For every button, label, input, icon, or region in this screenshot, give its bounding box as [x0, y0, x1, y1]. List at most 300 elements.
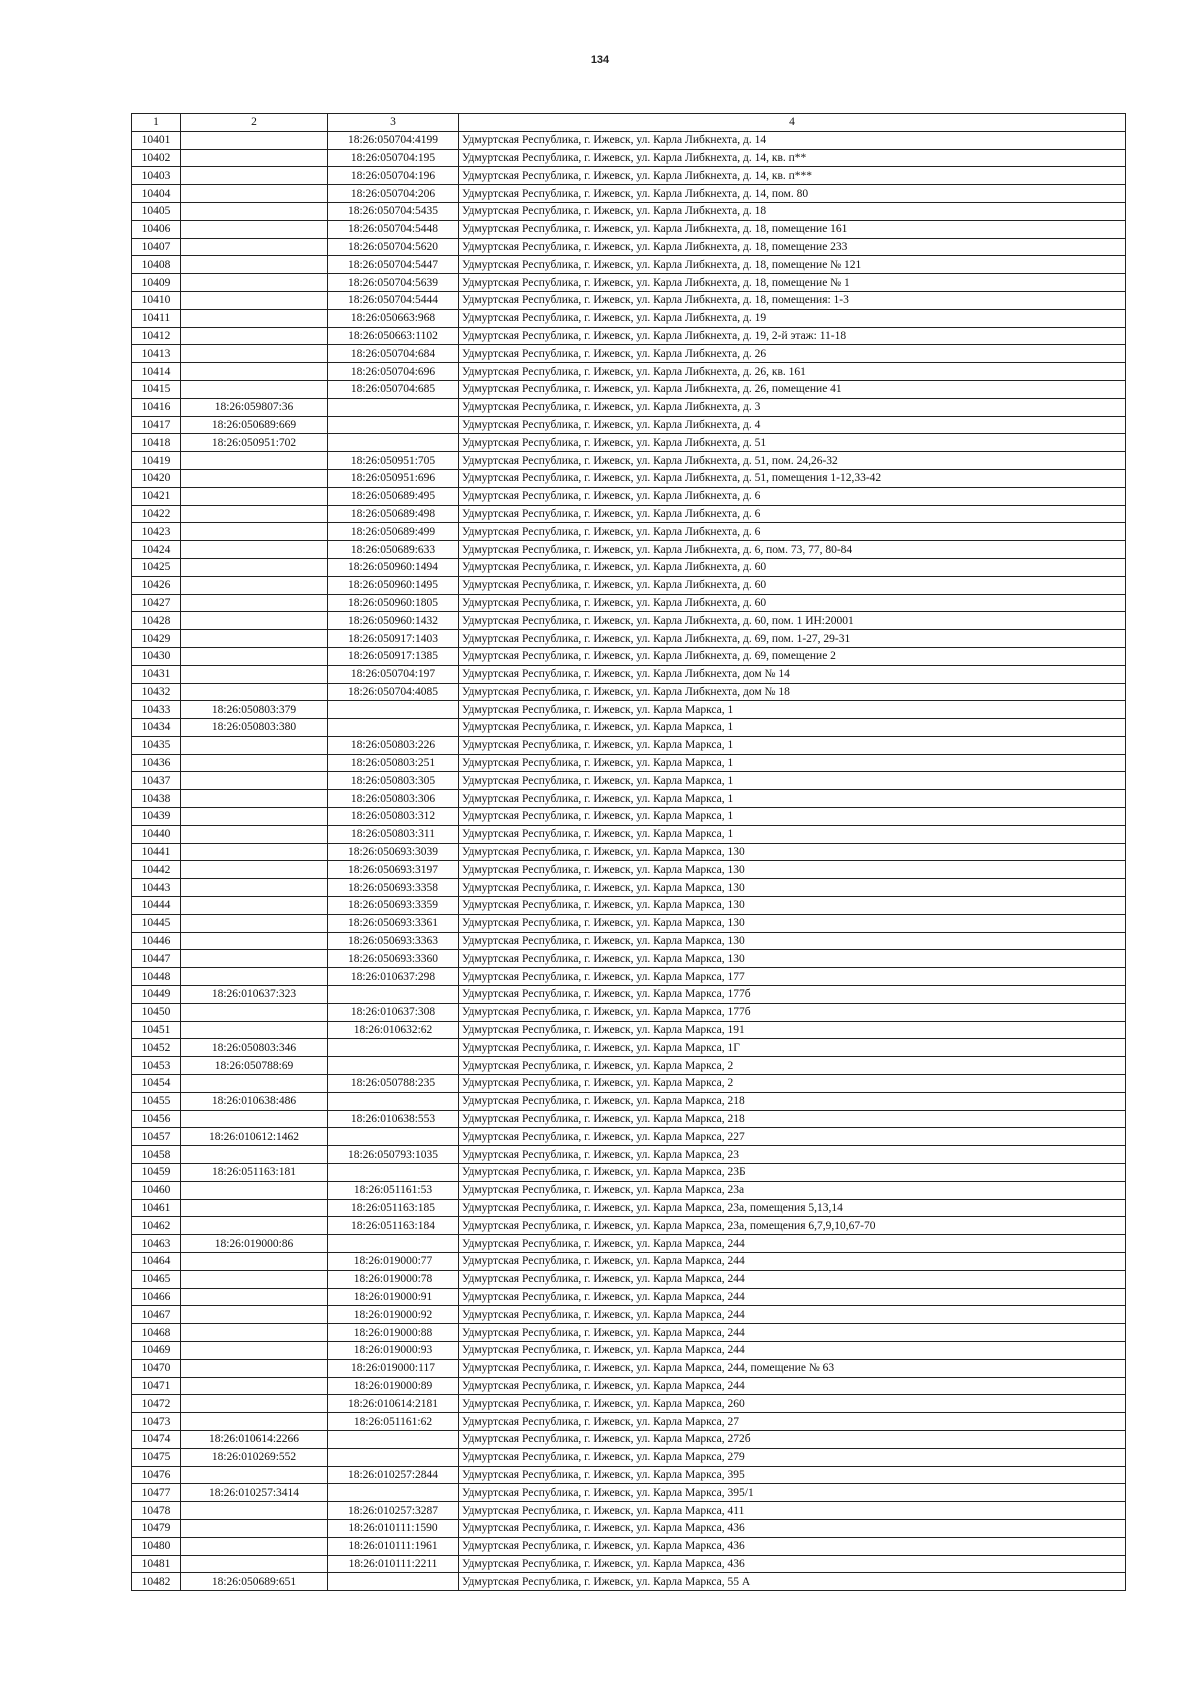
- row-number-cell: 10449: [132, 986, 181, 1004]
- land-cadastral-number-cell: [181, 914, 328, 932]
- table-row: [132, 1021, 1126, 1039]
- row-number-cell: 10468: [132, 1324, 181, 1342]
- table-row: [132, 363, 1126, 381]
- land-cadastral-number-cell: [181, 131, 328, 149]
- property-cadastral-number-cell: 18:26:050704:195: [328, 149, 459, 167]
- land-cadastral-number-cell: 18:26:010269:552: [181, 1448, 328, 1466]
- land-cadastral-number-cell: [181, 897, 328, 915]
- address-cell: Удмуртская Республика, г. Ижевск, ул. Карла Либкнехта, д. 60: [459, 576, 1126, 594]
- property-cadastral-number-cell: 18:26:050693:3363: [328, 932, 459, 950]
- property-cadastral-number-cell: 18:26:050704:684: [328, 345, 459, 363]
- table-row: [132, 505, 1126, 523]
- property-cadastral-number-cell: 18:26:050704:5639: [328, 274, 459, 292]
- land-cadastral-number-cell: 18:26:010612:1462: [181, 1128, 328, 1146]
- property-cadastral-number-cell: 18:26:050803:306: [328, 790, 459, 808]
- property-cadastral-number-cell: 18:26:019000:77: [328, 1253, 459, 1271]
- property-cadastral-number-cell: 18:26:050693:3361: [328, 914, 459, 932]
- table-row: [132, 612, 1126, 630]
- table-row: [132, 914, 1126, 932]
- row-number-cell: 10457: [132, 1128, 181, 1146]
- table-row: [132, 1359, 1126, 1377]
- property-cadastral-number-cell: 18:26:010111:1590: [328, 1519, 459, 1537]
- property-cadastral-number-cell: 18:26:050689:499: [328, 523, 459, 541]
- property-cadastral-number-cell: 18:26:050951:696: [328, 469, 459, 487]
- row-number-cell: 10409: [132, 274, 181, 292]
- row-number-cell: 10403: [132, 167, 181, 185]
- table-row: [132, 576, 1126, 594]
- table-header: [132, 114, 1126, 132]
- address-cell: Удмуртская Республика, г. Ижевск, ул. Карла Маркса, 272б: [459, 1430, 1126, 1448]
- property-cadastral-number-cell: 18:26:050704:5620: [328, 238, 459, 256]
- table-row: [132, 683, 1126, 701]
- address-cell: Удмуртская Республика, г. Ижевск, ул. Карла Маркса, 130: [459, 932, 1126, 950]
- address-cell: Удмуртская Республика, г. Ижевск, ул. Карла Либкнехта, д. 19, 2-й этаж: 11-18: [459, 327, 1126, 345]
- land-cadastral-number-cell: [181, 1288, 328, 1306]
- address-cell: Удмуртская Республика, г. Ижевск, ул. Карла Либкнехта, д. 19: [459, 309, 1126, 327]
- table-row: [132, 220, 1126, 238]
- table-row: [132, 630, 1126, 648]
- address-cell: Удмуртская Республика, г. Ижевск, ул. Карла Маркса, 244: [459, 1253, 1126, 1271]
- address-cell: Удмуртская Республика, г. Ижевск, ул. Карла Маркса, 23а: [459, 1181, 1126, 1199]
- table-row: [132, 1519, 1126, 1537]
- address-cell: Удмуртская Республика, г. Ижевск, ул. Карла Маркса, 130: [459, 843, 1126, 861]
- property-cadastral-number-cell: 18:26:050803:226: [328, 736, 459, 754]
- row-number-cell: 10444: [132, 897, 181, 915]
- table-row: [132, 238, 1126, 256]
- row-number-cell: 10437: [132, 772, 181, 790]
- land-cadastral-number-cell: [181, 665, 328, 683]
- land-cadastral-number-cell: [181, 576, 328, 594]
- land-cadastral-number-cell: 18:26:051163:181: [181, 1164, 328, 1182]
- land-cadastral-number-cell: [181, 1555, 328, 1573]
- land-cadastral-number-cell: [181, 238, 328, 256]
- address-cell: Удмуртская Республика, г. Ижевск, ул. Карла Маркса, 395/1: [459, 1484, 1126, 1502]
- property-cadastral-number-cell: 18:26:050693:3359: [328, 897, 459, 915]
- property-cadastral-number-cell: [328, 1128, 459, 1146]
- table-row: [132, 434, 1126, 452]
- table-row: [132, 452, 1126, 470]
- table-row: [132, 594, 1126, 612]
- property-cadastral-number-cell: 18:26:019000:91: [328, 1288, 459, 1306]
- property-cadastral-number-cell: 18:26:010637:308: [328, 1003, 459, 1021]
- land-cadastral-number-cell: [181, 968, 328, 986]
- property-cadastral-number-cell: 18:26:050917:1403: [328, 630, 459, 648]
- address-cell: Удмуртская Республика, г. Ижевск, ул. Карла Либкнехта, д. 60, пом. 1 ИН:20001: [459, 612, 1126, 630]
- address-cell: Удмуртская Республика, г. Ижевск, ул. Карла Либкнехта, д. 18, помещение 161: [459, 220, 1126, 238]
- table-row: [132, 1306, 1126, 1324]
- row-number-cell: 10417: [132, 416, 181, 434]
- address-cell: Удмуртская Республика, г. Ижевск, ул. Карла Маркса, 436: [459, 1555, 1126, 1573]
- row-number-cell: 10474: [132, 1430, 181, 1448]
- table-row: [132, 1555, 1126, 1573]
- property-cadastral-number-cell: 18:26:050704:685: [328, 380, 459, 398]
- address-cell: Удмуртская Республика, г. Ижевск, ул. Карла Либкнехта, д. 60: [459, 594, 1126, 612]
- table-row: [132, 131, 1126, 149]
- table-row: [132, 701, 1126, 719]
- address-cell: Удмуртская Республика, г. Ижевск, ул. Карла Либкнехта, д. 18, помещение 233: [459, 238, 1126, 256]
- property-cadastral-number-cell: 18:26:050693:3358: [328, 879, 459, 897]
- property-cadastral-number-cell: 18:26:010637:298: [328, 968, 459, 986]
- row-number-cell: 10441: [132, 843, 181, 861]
- row-number-cell: 10452: [132, 1039, 181, 1057]
- table-row: [132, 398, 1126, 416]
- table-row: [132, 861, 1126, 879]
- land-cadastral-number-cell: [181, 647, 328, 665]
- address-cell: Удмуртская Республика, г. Ижевск, ул. Карла Маркса, 1: [459, 701, 1126, 719]
- table-row: [132, 469, 1126, 487]
- row-number-cell: 10463: [132, 1235, 181, 1253]
- column-header-4: 4: [459, 114, 1126, 132]
- land-cadastral-number-cell: 18:26:019000:86: [181, 1235, 328, 1253]
- land-cadastral-number-cell: [181, 202, 328, 220]
- table-row: [132, 558, 1126, 576]
- table-row: [132, 843, 1126, 861]
- land-cadastral-number-cell: [181, 1466, 328, 1484]
- row-number-cell: 10455: [132, 1092, 181, 1110]
- row-number-cell: 10422: [132, 505, 181, 523]
- address-cell: Удмуртская Республика, г. Ижевск, ул. Карла Либкнехта, д. 14, кв. п**: [459, 149, 1126, 167]
- row-number-cell: 10467: [132, 1306, 181, 1324]
- land-cadastral-number-cell: [181, 1003, 328, 1021]
- property-cadastral-number-cell: [328, 719, 459, 737]
- row-number-cell: 10424: [132, 541, 181, 559]
- row-number-cell: 10418: [132, 434, 181, 452]
- property-cadastral-number-cell: 18:26:050917:1385: [328, 647, 459, 665]
- property-cadastral-number-cell: [328, 1573, 459, 1591]
- address-cell: Удмуртская Республика, г. Ижевск, ул. Карла Либкнехта, д. 6, пом. 73, 77, 80-84: [459, 541, 1126, 559]
- land-cadastral-number-cell: [181, 1075, 328, 1093]
- land-cadastral-number-cell: [181, 1519, 328, 1537]
- address-cell: Удмуртская Республика, г. Ижевск, ул. Карла Либкнехта, д. 3: [459, 398, 1126, 416]
- property-cadastral-number-cell: 18:26:010632:62: [328, 1021, 459, 1039]
- land-cadastral-number-cell: [181, 790, 328, 808]
- table-row: [132, 291, 1126, 309]
- land-cadastral-number-cell: [181, 861, 328, 879]
- land-cadastral-number-cell: [181, 327, 328, 345]
- table-row: [132, 897, 1126, 915]
- table-row: [132, 1573, 1126, 1591]
- row-number-cell: 10433: [132, 701, 181, 719]
- property-cadastral-number-cell: 18:26:050960:1805: [328, 594, 459, 612]
- property-cadastral-number-cell: 18:26:050693:3197: [328, 861, 459, 879]
- address-cell: Удмуртская Республика, г. Ижевск, ул. Карла Маркса, 244: [459, 1306, 1126, 1324]
- table-row: [132, 825, 1126, 843]
- property-cadastral-number-cell: 18:26:019000:117: [328, 1359, 459, 1377]
- land-cadastral-number-cell: [181, 469, 328, 487]
- table-row: [132, 1181, 1126, 1199]
- row-number-cell: 10476: [132, 1466, 181, 1484]
- land-cadastral-number-cell: [181, 594, 328, 612]
- row-number-cell: 10442: [132, 861, 181, 879]
- table-row: [132, 1235, 1126, 1253]
- property-cadastral-number-cell: [328, 986, 459, 1004]
- land-cadastral-number-cell: [181, 167, 328, 185]
- property-cadastral-number-cell: 18:26:050663:1102: [328, 327, 459, 345]
- table-row: [132, 719, 1126, 737]
- land-cadastral-number-cell: [181, 683, 328, 701]
- table-row: [132, 808, 1126, 826]
- land-cadastral-number-cell: [181, 879, 328, 897]
- address-cell: Удмуртская Республика, г. Ижевск, ул. Карла Маркса, 1: [459, 772, 1126, 790]
- address-cell: Удмуртская Республика, г. Ижевск, ул. Карла Маркса, 130: [459, 879, 1126, 897]
- row-number-cell: 10404: [132, 185, 181, 203]
- table-row: [132, 309, 1126, 327]
- table-row: [132, 149, 1126, 167]
- table-row: [132, 1537, 1126, 1555]
- row-number-cell: 10412: [132, 327, 181, 345]
- land-cadastral-number-cell: [181, 1181, 328, 1199]
- land-cadastral-number-cell: [181, 612, 328, 630]
- land-cadastral-number-cell: [181, 220, 328, 238]
- row-number-cell: 10436: [132, 754, 181, 772]
- property-cadastral-number-cell: 18:26:050704:197: [328, 665, 459, 683]
- address-cell: Удмуртская Республика, г. Ижевск, ул. Карла Маркса, 1: [459, 754, 1126, 772]
- row-number-cell: 10473: [132, 1413, 181, 1431]
- address-cell: Удмуртская Республика, г. Ижевск, ул. Карла Либкнехта, д. 14: [459, 131, 1126, 149]
- land-cadastral-number-cell: [181, 1270, 328, 1288]
- land-cadastral-number-cell: 18:26:059807:36: [181, 398, 328, 416]
- table-row: [132, 1057, 1126, 1075]
- land-cadastral-number-cell: [181, 185, 328, 203]
- table-row: [132, 274, 1126, 292]
- table-row: [132, 879, 1126, 897]
- table-row: [132, 1092, 1126, 1110]
- property-cadastral-number-cell: 18:26:050704:5448: [328, 220, 459, 238]
- table-row: [132, 1502, 1126, 1520]
- address-cell: Удмуртская Республика, г. Ижевск, ул. Карла Либкнехта, д. 6: [459, 505, 1126, 523]
- address-cell: Удмуртская Республика, г. Ижевск, ул. Карла Либкнехта, д. 4: [459, 416, 1126, 434]
- property-cadastral-number-cell: 18:26:050704:196: [328, 167, 459, 185]
- land-cadastral-number-cell: 18:26:010257:3414: [181, 1484, 328, 1502]
- header-row: [132, 114, 1126, 132]
- property-cadastral-number-cell: 18:26:010111:2211: [328, 1555, 459, 1573]
- land-cadastral-number-cell: 18:26:050803:380: [181, 719, 328, 737]
- property-cadastral-number-cell: 18:26:019000:78: [328, 1270, 459, 1288]
- address-cell: Удмуртская Республика, г. Ижевск, ул. Карла Маркса, 191: [459, 1021, 1126, 1039]
- address-cell: Удмуртская Республика, г. Ижевск, ул. Карла Либкнехта, д. 6: [459, 523, 1126, 541]
- table-row: [132, 1341, 1126, 1359]
- address-cell: Удмуртская Республика, г. Ижевск, ул. Карла Маркса, 1: [459, 825, 1126, 843]
- land-cadastral-number-cell: [181, 950, 328, 968]
- address-cell: Удмуртская Республика, г. Ижевск, ул. Карла Маркса, 244: [459, 1288, 1126, 1306]
- land-cadastral-number-cell: [181, 630, 328, 648]
- property-cadastral-number-cell: 18:26:010111:1961: [328, 1537, 459, 1555]
- row-number-cell: 10482: [132, 1573, 181, 1591]
- table-row: [132, 1288, 1126, 1306]
- property-cadastral-number-cell: 18:26:010614:2181: [328, 1395, 459, 1413]
- land-cadastral-number-cell: [181, 1110, 328, 1128]
- row-number-cell: 10431: [132, 665, 181, 683]
- property-cadastral-number-cell: 18:26:019000:93: [328, 1341, 459, 1359]
- table-row: [132, 1430, 1126, 1448]
- address-cell: Удмуртская Республика, г. Ижевск, ул. Карла Либкнехта, д. 18, помещение № 1: [459, 274, 1126, 292]
- property-cadastral-number-cell: 18:26:050803:312: [328, 808, 459, 826]
- property-cadastral-number-cell: 18:26:050689:498: [328, 505, 459, 523]
- address-cell: Удмуртская Республика, г. Ижевск, ул. Карла Маркса, 244: [459, 1324, 1126, 1342]
- table-row: [132, 1466, 1126, 1484]
- table-row: [132, 327, 1126, 345]
- property-cadastral-number-cell: 18:26:050693:3039: [328, 843, 459, 861]
- row-number-cell: 10435: [132, 736, 181, 754]
- address-cell: Удмуртская Республика, г. Ижевск, ул. Карла Маркса, 130: [459, 914, 1126, 932]
- table-row: [132, 1039, 1126, 1057]
- table-body: [132, 131, 1126, 1590]
- row-number-cell: 10427: [132, 594, 181, 612]
- land-cadastral-number-cell: [181, 558, 328, 576]
- address-cell: Удмуртская Республика, г. Ижевск, ул. Карла Маркса, 436: [459, 1537, 1126, 1555]
- row-number-cell: 10475: [132, 1448, 181, 1466]
- address-cell: Удмуртская Республика, г. Ижевск, ул. Карла Либкнехта, д. 26: [459, 345, 1126, 363]
- table-row: [132, 1110, 1126, 1128]
- table-row: [132, 380, 1126, 398]
- row-number-cell: 10411: [132, 309, 181, 327]
- row-number-cell: 10461: [132, 1199, 181, 1217]
- property-cadastral-number-cell: [328, 1039, 459, 1057]
- address-cell: Удмуртская Республика, г. Ижевск, ул. Карла Маркса, 27: [459, 1413, 1126, 1431]
- row-number-cell: 10445: [132, 914, 181, 932]
- land-cadastral-number-cell: [181, 754, 328, 772]
- land-cadastral-number-cell: [181, 1253, 328, 1271]
- table-row: [132, 541, 1126, 559]
- address-cell: Удмуртская Республика, г. Ижевск, ул. Карла Маркса, 260: [459, 1395, 1126, 1413]
- row-number-cell: 10434: [132, 719, 181, 737]
- address-cell: Удмуртская Республика, г. Ижевск, ул. Карла Маркса, 177б: [459, 986, 1126, 1004]
- address-cell: Удмуртская Республика, г. Ижевск, ул. Карла Маркса, 130: [459, 950, 1126, 968]
- address-cell: Удмуртская Республика, г. Ижевск, ул. Карла Маркса, 1Г: [459, 1039, 1126, 1057]
- row-number-cell: 10458: [132, 1146, 181, 1164]
- property-cadastral-number-cell: [328, 398, 459, 416]
- land-cadastral-number-cell: [181, 452, 328, 470]
- property-cadastral-number-cell: 18:26:050689:495: [328, 487, 459, 505]
- land-cadastral-number-cell: [181, 309, 328, 327]
- table-row: [132, 647, 1126, 665]
- address-cell: Удмуртская Республика, г. Ижевск, ул. Карла Либкнехта, д. 18: [459, 202, 1126, 220]
- land-cadastral-number-cell: [181, 1341, 328, 1359]
- address-cell: Удмуртская Республика, г. Ижевск, ул. Карла Либкнехта, д. 51: [459, 434, 1126, 452]
- property-cadastral-number-cell: 18:26:050960:1494: [328, 558, 459, 576]
- table-row: [132, 932, 1126, 950]
- property-cadastral-number-cell: 18:26:050793:1035: [328, 1146, 459, 1164]
- land-cadastral-number-cell: [181, 932, 328, 950]
- land-cadastral-number-cell: [181, 1217, 328, 1235]
- address-cell: Удмуртская Республика, г. Ижевск, ул. Карла Либкнехта, д. 51, помещения 1-12,33-42: [459, 469, 1126, 487]
- property-cadastral-number-cell: 18:26:051161:62: [328, 1413, 459, 1431]
- row-number-cell: 10479: [132, 1519, 181, 1537]
- land-cadastral-number-cell: [181, 808, 328, 826]
- table-row: [132, 487, 1126, 505]
- table-row: [132, 1484, 1126, 1502]
- address-cell: Удмуртская Республика, г. Ижевск, ул. Карла Маркса, 177б: [459, 1003, 1126, 1021]
- address-cell: Удмуртская Республика, г. Ижевск, ул. Карла Маркса, 55 А: [459, 1573, 1126, 1591]
- row-number-cell: 10406: [132, 220, 181, 238]
- land-cadastral-number-cell: [181, 1306, 328, 1324]
- land-cadastral-number-cell: 18:26:050951:702: [181, 434, 328, 452]
- address-cell: Удмуртская Республика, г. Ижевск, ул. Карла Маркса, 218: [459, 1092, 1126, 1110]
- property-cadastral-number-cell: 18:26:019000:88: [328, 1324, 459, 1342]
- row-number-cell: 10402: [132, 149, 181, 167]
- row-number-cell: 10465: [132, 1270, 181, 1288]
- address-cell: Удмуртская Республика, г. Ижевск, ул. Карла Маркса, 411: [459, 1502, 1126, 1520]
- row-number-cell: 10419: [132, 452, 181, 470]
- register-table: [131, 113, 1126, 1591]
- row-number-cell: 10415: [132, 380, 181, 398]
- table-row: [132, 416, 1126, 434]
- land-cadastral-number-cell: [181, 487, 328, 505]
- table-row: [132, 986, 1126, 1004]
- row-number-cell: 10453: [132, 1057, 181, 1075]
- address-cell: Удмуртская Республика, г. Ижевск, ул. Карла Либкнехта, д. 14, кв. п***: [459, 167, 1126, 185]
- table-row: [132, 968, 1126, 986]
- address-cell: Удмуртская Республика, г. Ижевск, ул. Карла Маркса, 23а, помещения 5,13,14: [459, 1199, 1126, 1217]
- land-cadastral-number-cell: 18:26:050803:379: [181, 701, 328, 719]
- property-cadastral-number-cell: [328, 1235, 459, 1253]
- property-cadastral-number-cell: 18:26:050803:311: [328, 825, 459, 843]
- row-number-cell: 10440: [132, 825, 181, 843]
- table-row: [132, 1146, 1126, 1164]
- table-row: [132, 167, 1126, 185]
- address-cell: Удмуртская Республика, г. Ижевск, ул. Карла Маркса, 23Б: [459, 1164, 1126, 1182]
- land-cadastral-number-cell: [181, 345, 328, 363]
- column-header-2: 2: [181, 114, 328, 132]
- row-number-cell: 10471: [132, 1377, 181, 1395]
- table-row: [132, 523, 1126, 541]
- land-cadastral-number-cell: [181, 1502, 328, 1520]
- property-cadastral-number-cell: [328, 416, 459, 434]
- row-number-cell: 10421: [132, 487, 181, 505]
- address-cell: Удмуртская Республика, г. Ижевск, ул. Карла Либкнехта, д. 69, пом. 1-27, 29-31: [459, 630, 1126, 648]
- address-cell: Удмуртская Республика, г. Ижевск, ул. Карла Маркса, 244, помещение № 63: [459, 1359, 1126, 1377]
- table-row: [132, 1448, 1126, 1466]
- address-cell: Удмуртская Республика, г. Ижевск, ул. Карла Маркса, 244: [459, 1270, 1126, 1288]
- table-row: [132, 1164, 1126, 1182]
- address-cell: Удмуртская Республика, г. Ижевск, ул. Карла Маркса, 244: [459, 1341, 1126, 1359]
- row-number-cell: 10443: [132, 879, 181, 897]
- address-cell: Удмуртская Республика, г. Ижевск, ул. Карла Либкнехта, д. 6: [459, 487, 1126, 505]
- row-number-cell: 10426: [132, 576, 181, 594]
- row-number-cell: 10410: [132, 291, 181, 309]
- property-cadastral-number-cell: 18:26:050960:1432: [328, 612, 459, 630]
- row-number-cell: 10470: [132, 1359, 181, 1377]
- table-row: [132, 185, 1126, 203]
- land-cadastral-number-cell: [181, 1324, 328, 1342]
- address-cell: Удмуртская Республика, г. Ижевск, ул. Карла Либкнехта, д. 18, помещение № 121: [459, 256, 1126, 274]
- table-row: [132, 1003, 1126, 1021]
- land-cadastral-number-cell: [181, 1377, 328, 1395]
- row-number-cell: 10401: [132, 131, 181, 149]
- land-cadastral-number-cell: 18:26:010638:486: [181, 1092, 328, 1110]
- address-cell: Удмуртская Республика, г. Ижевск, ул. Карла Маркса, 395: [459, 1466, 1126, 1484]
- land-cadastral-number-cell: [181, 1021, 328, 1039]
- land-cadastral-number-cell: [181, 541, 328, 559]
- address-cell: Удмуртская Республика, г. Ижевск, ул. Карла Либкнехта, дом № 14: [459, 665, 1126, 683]
- table-row: [132, 1253, 1126, 1271]
- table-row: [132, 754, 1126, 772]
- land-cadastral-number-cell: [181, 291, 328, 309]
- property-cadastral-number-cell: [328, 1448, 459, 1466]
- row-number-cell: 10414: [132, 363, 181, 381]
- row-number-cell: 10472: [132, 1395, 181, 1413]
- address-cell: Удмуртская Республика, г. Ижевск, ул. Карла Маркса, 1: [459, 790, 1126, 808]
- row-number-cell: 10420: [132, 469, 181, 487]
- address-cell: Удмуртская Республика, г. Ижевск, ул. Карла Маркса, 1: [459, 719, 1126, 737]
- property-cadastral-number-cell: 18:26:050704:5444: [328, 291, 459, 309]
- table-row: [132, 202, 1126, 220]
- address-cell: Удмуртская Республика, г. Ижевск, ул. Карла Маркса, 244: [459, 1377, 1126, 1395]
- address-cell: Удмуртская Республика, г. Ижевск, ул. Карла Маркса, 2: [459, 1075, 1126, 1093]
- row-number-cell: 10454: [132, 1075, 181, 1093]
- address-cell: Удмуртская Республика, г. Ижевск, ул. Карла Либкнехта, д. 26, кв. 161: [459, 363, 1126, 381]
- property-cadastral-number-cell: 18:26:050693:3360: [328, 950, 459, 968]
